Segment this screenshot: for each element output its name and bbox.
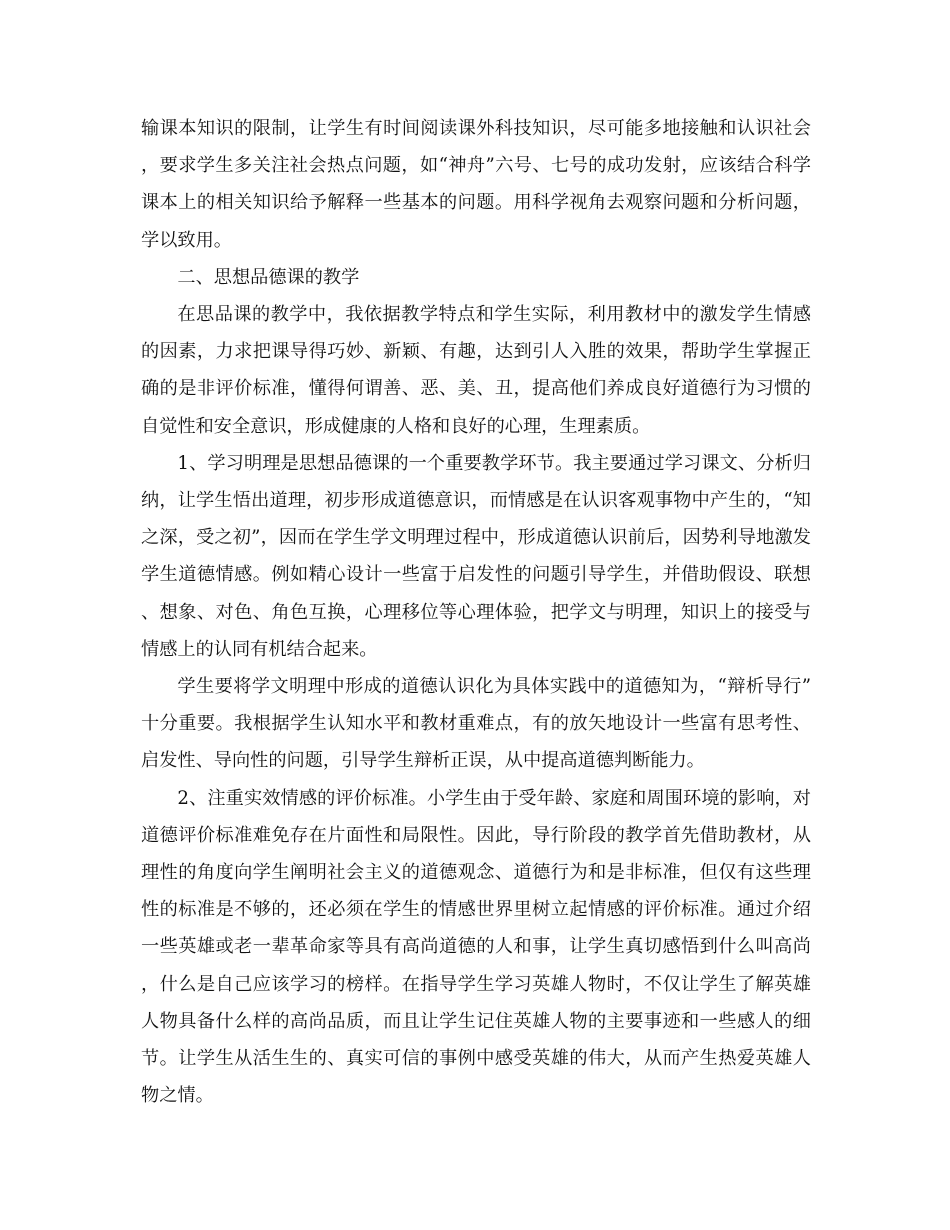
section-heading-moral-education: 二、思想品德课的教学 (177, 266, 360, 288)
paragraph-moral-class-teaching: 在思品课的教学中，我依据教学特点和学生实际，利用教材中的激发学生情感的因素，力求把课导得巧妙、新颖、有趣，达到引人入胜的效果，帮助学生掌握正确的是非评价标准，懂得何谓善、恶、美、丑，提高他们养成良好道德行为习惯的自觉性和安全意识，形成健康的人格和良好的心理，生理素质。 (141, 304, 811, 437)
paragraph-point-1-learning-reasoning: 1、学习明理是思想品德课的一个重要教学环节。我主要通过学习课文、分析归纳，让学生悟出道理，初步形成道德意识，而情感是在认识客观事物中产生的，“知之深，受之初”，因而在学生学文明理过程中，形成道德认识前后，因势利导地激发学生道德情感。例如精心设计一些富于启发性的问题引导学生，并借助假设、联想、想象、对色、角色互换，心理移位等心理体验，把学文与明理，知识上的接受与情感上的认同有机结合起来。 (141, 452, 811, 660)
paragraph-point-2-evaluation-standard: 2、注重实效情感的评价标准。小学生由于受年龄、家庭和周围环境的影响，对道德评价标准难免存在片面性和局限性。因此，导行阶段的教学首先借助教材，从理性的角度向学生阐明社会主义的道德观念、道德行为和是非标准，但仅有这些理性的标准是不够的，还必须在学生的情感世界里树立起情感的评价标准。通过介绍一些英雄或老一辈革命家等具有高尚道德的人和事，让学生真切感悟到什么叫高尚，什么是自己应该学习的榜样。在指导学生学习英雄人物时，不仅让学生了解英雄人物具备什么样的高尚品质，而且让学生记住英雄人物的主要事迹和一些感人的细节。让学生从活生生的、真实可信的事例中感受英雄的伟大，从而产生热爱英雄人物之情。 (141, 787, 811, 1107)
paragraph-guided-practice: 学生要将学文明理中形成的道德认识化为具体实践中的道德知为，“辩析导行”十分重要。我根据学生认知水平和教材重难点，有的放矢地设计一些富有思考性、启发性、导向性的问题，引导学生辩析正误，从中提高道德判断能力。 (141, 676, 811, 772)
paragraph-continuation: 输课本知识的限制，让学生有时间阅读课外科技知识，尽可能多地接触和认识社会，要求学生多关注社会热点问题，如“神舟”六号、七号的成功发射，应该结合科学课本上的相关知识给予解释一些基本的问题。用科学视角去观察问题和分析问题，学以致用。 (141, 118, 811, 251)
document-body (141, 110, 811, 1114)
